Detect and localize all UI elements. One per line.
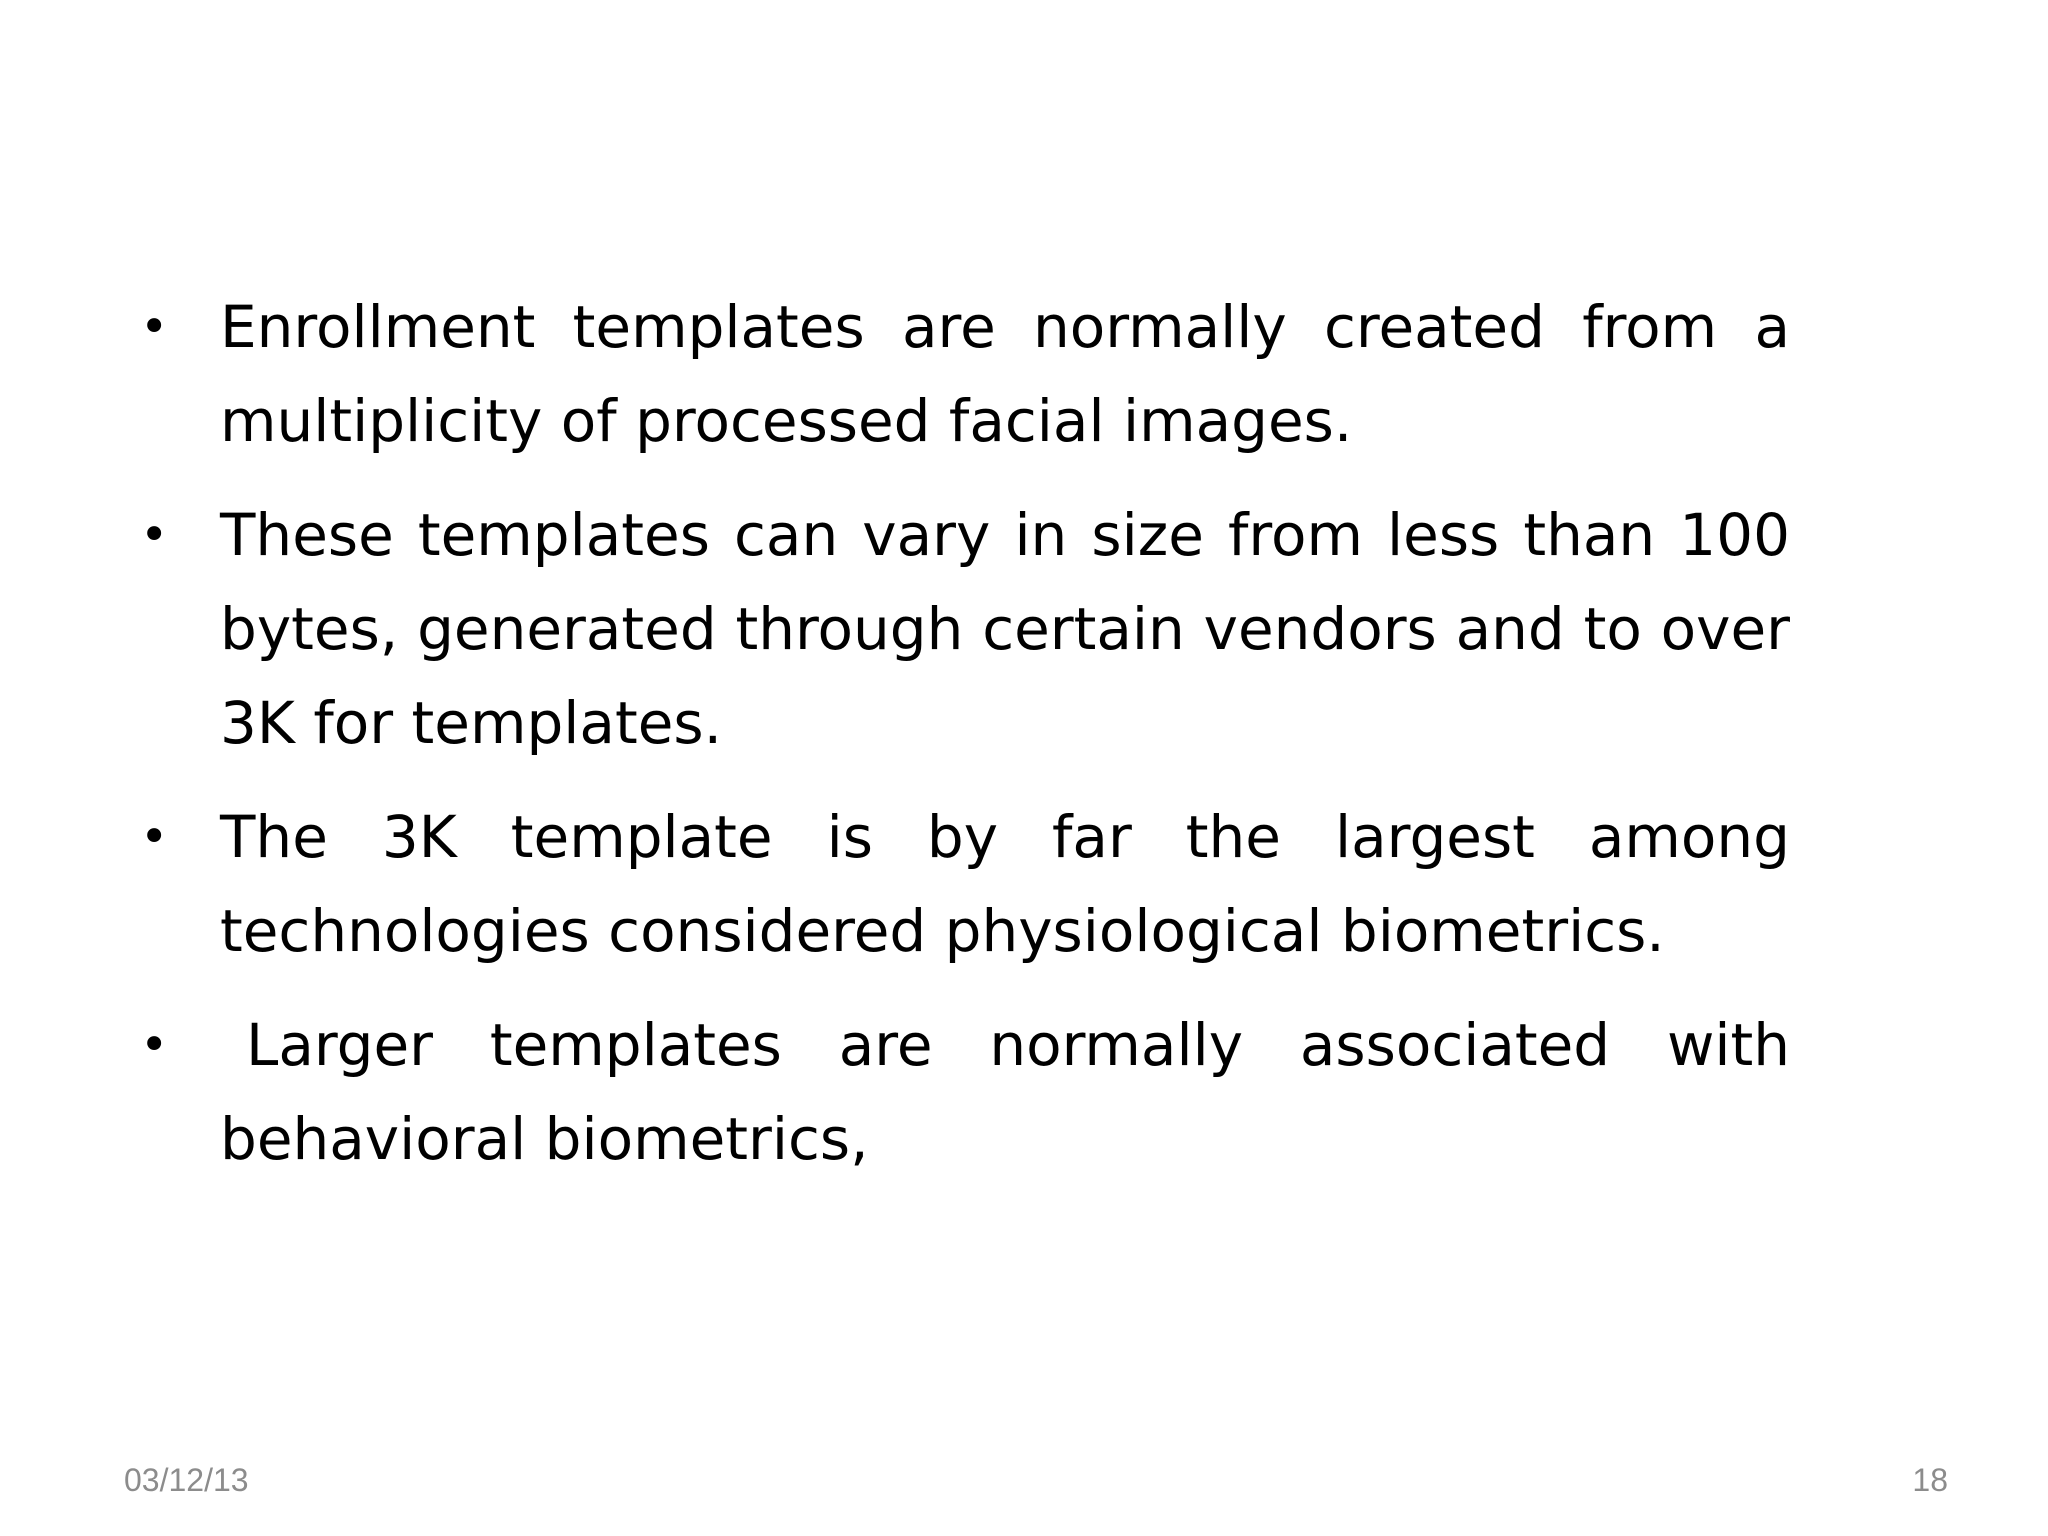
bullet-text: These templates can vary in size from less than 100 bytes, generated through certain vendors and to over 3K for templates. (220, 501, 1790, 757)
bullet-item-1 (140, 280, 1790, 468)
bullet-item-4 (140, 998, 1790, 1186)
footer-date: 03/12/13 (124, 1462, 249, 1498)
bullet-text: Larger templates are normally associated with behavioral biometrics, (220, 1011, 1790, 1173)
bullet-text: Enrollment templates are normally created from a multiplicity of processed facial images. (220, 293, 1790, 455)
bullet-icon: • (140, 809, 169, 865)
bullet-item-3 (140, 790, 1790, 978)
bullet-icon: • (140, 507, 169, 563)
bullet-item-2 (140, 488, 1790, 770)
bullet-icon: • (140, 299, 169, 355)
bullet-icon: • (140, 1017, 169, 1073)
bullet-text: The 3K template is by far the largest among technologies considered physiological biometrics. (220, 803, 1790, 965)
bullet-list (140, 280, 1790, 1206)
page-number: 18 (1912, 1462, 1948, 1498)
